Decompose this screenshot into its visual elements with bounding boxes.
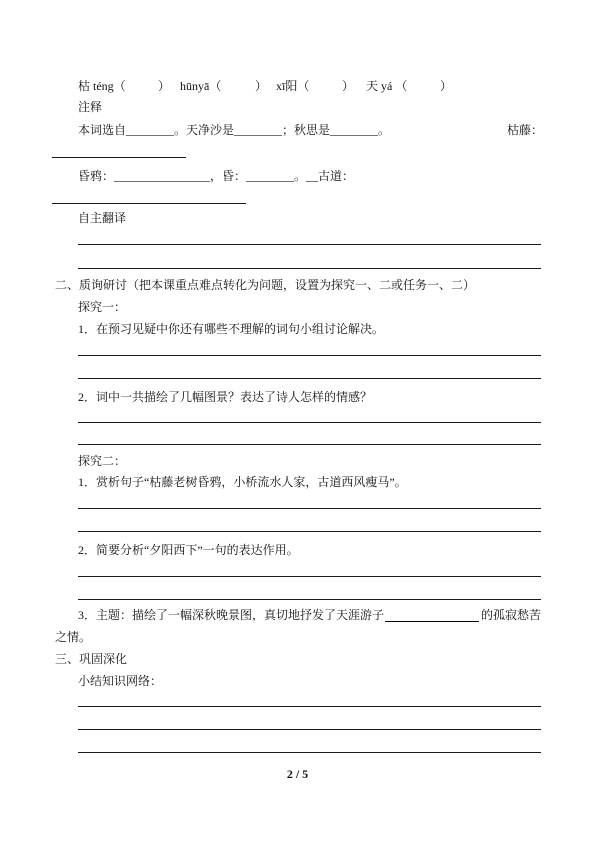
blank-underline	[52, 157, 186, 158]
pinyin-item-4-label: 天 yá （	[366, 79, 408, 93]
pinyin-item-1-label: 枯 téng（	[78, 79, 126, 93]
explore-1-question-1: 1．在预习见疑中你还有哪些不理解的词句小组讨论解决。	[78, 322, 385, 336]
summary-label: 小结知识网络：	[78, 674, 163, 688]
explore-2-heading: 探究二：	[78, 454, 127, 468]
notes-line-1: 本词选自________。天净沙是________；秋思是________。	[78, 123, 391, 137]
pinyin-item-3-close: ）	[342, 79, 355, 93]
pinyin-item-4-close: ）	[440, 79, 453, 93]
answer-line	[78, 752, 541, 753]
explore-2-question-3: 3．主题：描绘了一幅深秋晚景图，真切地抒发了天涯游子	[78, 608, 385, 622]
page-number: 2 / 5	[286, 767, 309, 781]
answer-line	[78, 268, 541, 269]
answer-line	[78, 531, 541, 532]
notes-heading: 注释	[78, 100, 103, 114]
pinyin-item-3-label: xī阳（	[276, 79, 310, 93]
pinyin-item-2-label: hūnyā（	[180, 79, 222, 93]
explore-2-question-3-end: 的孤寂愁苦	[481, 608, 542, 622]
pinyin-item-2-close: ）	[255, 79, 268, 93]
answer-line	[78, 729, 541, 730]
explore-2-question-1: 1．赏析句子“枯藤老树昏鸦，小桥流水人家，古道西风瘦马”。	[78, 475, 407, 489]
answer-line	[78, 378, 541, 379]
translation-heading: 自主翻译	[78, 211, 127, 225]
explore-2-question-2: 2．简要分析“夕阳西下”一句的表达作用。	[78, 543, 299, 557]
fill-in-blank	[385, 621, 479, 622]
answer-line	[78, 355, 541, 356]
explore-1-heading: 探究一：	[78, 300, 127, 314]
answer-line	[78, 706, 541, 707]
answer-line	[78, 508, 541, 509]
answer-line	[78, 422, 541, 423]
explore-1-question-2: 2．词中一共描绘了几幅图景？表达了诗人怎样的情感？	[78, 390, 373, 404]
explore-2-question-3-continued: 之情。	[55, 630, 92, 644]
section-2-heading: 二、质询研讨（把本课重点难点转化为问题，设置为探究一、二或任务一、二）	[55, 278, 476, 292]
section-3-heading: 三、巩固深化	[55, 652, 128, 666]
notes-line-1-right: 枯藤：	[506, 123, 543, 137]
answer-line	[78, 244, 541, 245]
blank-underline	[52, 203, 246, 204]
notes-line-2: 昏鸦：________________，昏：________。__古道：	[78, 169, 355, 183]
answer-line	[78, 599, 541, 600]
pinyin-item-1-close: ）	[158, 79, 171, 93]
answer-line	[78, 444, 541, 445]
answer-line	[78, 576, 541, 577]
